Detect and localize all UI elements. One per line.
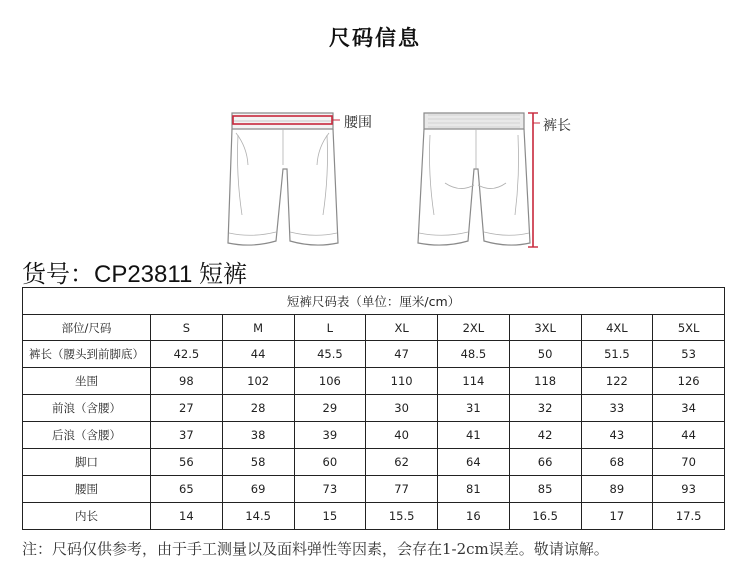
shorts-illustration	[0, 95, 750, 255]
table-row	[23, 395, 725, 422]
size-value-cell: 16.5	[509, 503, 581, 530]
size-value-cell: 16	[438, 503, 510, 530]
size-value-cell: 44	[653, 422, 725, 449]
size-value-cell: 14.5	[222, 503, 294, 530]
size-value-cell: 28	[222, 395, 294, 422]
size-value-cell: 34	[653, 395, 725, 422]
table-header-row	[23, 315, 725, 341]
back-body-outline	[418, 129, 530, 245]
size-value-cell: 29	[294, 395, 366, 422]
size-value-cell: 118	[509, 368, 581, 395]
table-caption: 短裤尺码表（单位：厘米/cm）	[23, 288, 725, 315]
table-row	[23, 476, 725, 503]
size-value-cell: 17.5	[653, 503, 725, 530]
size-value-cell: 45.5	[294, 341, 366, 368]
size-value-cell: 64	[438, 449, 510, 476]
row-label-cell: 前浪（含腰）	[23, 395, 151, 422]
row-label-cell: 腰围	[23, 476, 151, 503]
table-row	[23, 422, 725, 449]
column-header: 2XL	[438, 315, 510, 341]
size-value-cell: 43	[581, 422, 653, 449]
size-value-cell: 85	[509, 476, 581, 503]
size-value-cell: 42.5	[151, 341, 223, 368]
size-value-cell: 58	[222, 449, 294, 476]
size-value-cell: 31	[438, 395, 510, 422]
size-value-cell: 62	[366, 449, 438, 476]
size-value-cell: 77	[366, 476, 438, 503]
table-row	[23, 503, 725, 530]
table-row	[23, 449, 725, 476]
size-value-cell: 89	[581, 476, 653, 503]
size-value-cell: 98	[151, 368, 223, 395]
size-value-cell: 70	[653, 449, 725, 476]
size-value-cell: 15	[294, 503, 366, 530]
footnote: 注：尺码仅供参考，由于手工测量以及面料弹性等因素，会存在1-2cm误差。敬请谅解。	[22, 540, 609, 558]
size-value-cell: 32	[509, 395, 581, 422]
column-header: M	[222, 315, 294, 341]
row-label-cell: 脚口	[23, 449, 151, 476]
column-header: S	[151, 315, 223, 341]
size-value-cell: 48.5	[438, 341, 510, 368]
size-value-cell: 15.5	[366, 503, 438, 530]
size-value-cell: 81	[438, 476, 510, 503]
size-value-cell: 27	[151, 395, 223, 422]
size-value-cell: 38	[222, 422, 294, 449]
size-table	[22, 287, 725, 530]
row-label-cell: 坐围	[23, 368, 151, 395]
page-title: 尺码信息	[329, 26, 421, 50]
length-label: 裤长	[543, 118, 571, 134]
size-value-cell: 33	[581, 395, 653, 422]
size-value-cell: 53	[653, 341, 725, 368]
row-label-cell: 内长	[23, 503, 151, 530]
size-value-cell: 56	[151, 449, 223, 476]
column-header: L	[294, 315, 366, 341]
size-value-cell: 44	[222, 341, 294, 368]
size-value-cell: 50	[509, 341, 581, 368]
waist-label: 腰围	[344, 115, 372, 131]
back-waistband	[424, 113, 524, 129]
column-header: 部位/尺码	[23, 315, 151, 341]
size-value-cell: 42	[509, 422, 581, 449]
size-value-cell: 106	[294, 368, 366, 395]
size-value-cell: 73	[294, 476, 366, 503]
size-value-cell: 114	[438, 368, 510, 395]
shorts-front-view	[228, 113, 338, 245]
table-row	[23, 341, 725, 368]
row-label-cell: 后浪（含腰）	[23, 422, 151, 449]
size-value-cell: 68	[581, 449, 653, 476]
size-value-cell: 51.5	[581, 341, 653, 368]
shorts-back-view	[418, 113, 530, 245]
size-value-cell: 41	[438, 422, 510, 449]
size-value-cell: 102	[222, 368, 294, 395]
size-value-cell: 122	[581, 368, 653, 395]
size-value-cell: 39	[294, 422, 366, 449]
table-body	[23, 341, 725, 530]
size-value-cell: 66	[509, 449, 581, 476]
size-value-cell: 69	[222, 476, 294, 503]
size-value-cell: 47	[366, 341, 438, 368]
size-value-cell: 14	[151, 503, 223, 530]
size-value-cell: 30	[366, 395, 438, 422]
size-value-cell: 40	[366, 422, 438, 449]
item-number: 货号：CP23811 短裤	[22, 261, 247, 288]
size-value-cell: 93	[653, 476, 725, 503]
column-header: 4XL	[581, 315, 653, 341]
column-header: 5XL	[653, 315, 725, 341]
size-value-cell: 37	[151, 422, 223, 449]
size-value-cell: 110	[366, 368, 438, 395]
shorts-diagram	[0, 95, 750, 255]
size-value-cell: 65	[151, 476, 223, 503]
size-value-cell: 126	[653, 368, 725, 395]
column-header: 3XL	[509, 315, 581, 341]
row-label-cell: 裤长（腰头到前脚底）	[23, 341, 151, 368]
column-header: XL	[366, 315, 438, 341]
size-value-cell: 60	[294, 449, 366, 476]
table-row	[23, 368, 725, 395]
size-value-cell: 17	[581, 503, 653, 530]
